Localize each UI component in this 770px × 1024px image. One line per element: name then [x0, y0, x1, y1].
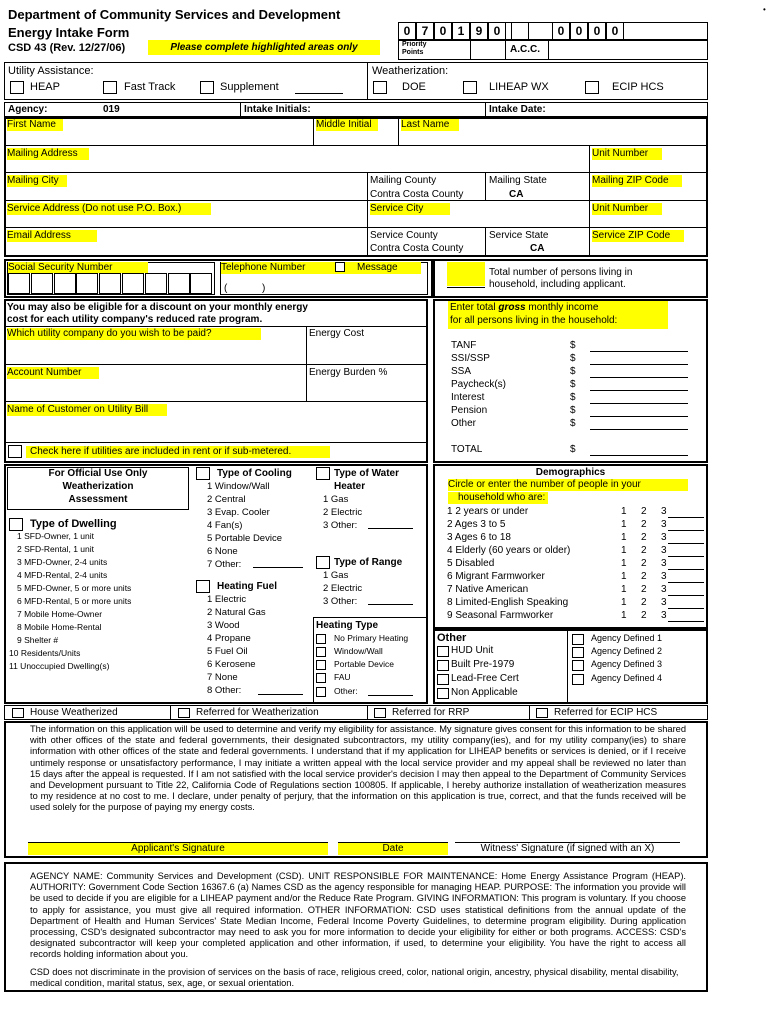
- income-currency: $: [570, 392, 576, 403]
- witness-signature-label: Witness' Signature (if signed with an X): [480, 843, 655, 854]
- applicant-signature-line[interactable]: [28, 842, 328, 843]
- income-item-label: SSA: [451, 366, 472, 377]
- demographic-item: 3 Ages 6 to 18: [447, 532, 511, 543]
- demographic-choice[interactable]: 2: [641, 584, 647, 595]
- ssn-digit-box[interactable]: [145, 273, 167, 294]
- heating-type-option: Other:: [334, 686, 358, 696]
- demographic-item: 7 Native American: [447, 584, 529, 595]
- agency-defined-option: Agency Defined 4: [591, 673, 663, 683]
- range-option: 1 Gas: [323, 570, 349, 581]
- demographic-choice[interactable]: 3: [661, 558, 667, 569]
- demographic-count-field[interactable]: [668, 569, 704, 570]
- demographic-count-field[interactable]: [668, 595, 704, 596]
- demographic-item: 8 Limited-English Speaking: [447, 597, 569, 608]
- middle-initial-field[interactable]: Middle Initial: [316, 119, 378, 131]
- discount-text-2: cost for each utility company's reduced rate program.: [7, 314, 263, 325]
- demographic-choice[interactable]: 1: [621, 558, 627, 569]
- priority-acc-box: [398, 40, 708, 60]
- agency-defined-option: Agency Defined 1: [591, 633, 663, 643]
- other-checkbox[interactable]: [437, 688, 449, 699]
- demographic-choice[interactable]: 2: [641, 506, 647, 517]
- demographic-choice[interactable]: 3: [661, 506, 667, 517]
- demographic-choice[interactable]: 1: [621, 519, 627, 530]
- other-option: Built Pre-1979: [451, 659, 515, 670]
- demographic-item: 5 Disabled: [447, 558, 495, 569]
- income-currency: $: [570, 418, 576, 429]
- demographics-instr-1: Circle or enter the number of people in your: [448, 479, 688, 491]
- service-county-label: Service County: [370, 230, 438, 241]
- date-label: Date: [338, 843, 448, 855]
- heating-fuel-option: 1 Electric: [207, 594, 247, 605]
- message-checkbox[interactable]: [335, 262, 345, 272]
- priority-points-label: Priority Points: [402, 41, 427, 56]
- rent-included-label: Check here if utilities are included in rent or if sub-metered.: [26, 446, 330, 458]
- agency-info-text: AGENCY NAME: Community Services and Development (CSD). UNIT RESPONSIBLE FOR MAINTENANCE: Home Energy Assistance Program (HEAP). AUTHORITY: Government Code Section 16367.6 (a) Names CSD as the agency responsible for managing HEAP. PURPOSE: The information you provide will be used to decide if you are eligible for a LIHEAP payment and/or the Reduce Rate Program. GIVING INFORMATION: This program is voluntary. If you choose to apply for assistance, you must give all required information. OTHER INFORMATION: CSD uses statistical definitions from the annual update of the Department of Health and Human Services' State Median Income, Federal Income Poverty Guidelines, to determine program eligibility. During application processing, CSD's designated subcontractor may need to ask you for more information to decide your eligibility for either or both programs. ACCESS: CSD's designated subcontractor will keep your completed application and other information, if used, to determine your eligibility. You have the right to access all records holding information about you.: [30, 871, 686, 960]
- mailing-city-field[interactable]: Mailing City: [7, 175, 67, 187]
- heating-fuel-option: 6 Kerosene: [207, 659, 256, 670]
- nondiscrimination-text: CSD does not discriminate in the provision of services on the basis of race, religious creed, color, national origin, ancestry, physical disability, mental disability, medical condition, marital status, sex, age, or sexual orientation.: [30, 967, 679, 989]
- water-heater-option: 2 Electric: [323, 507, 363, 518]
- demographic-choice[interactable]: 1: [621, 532, 627, 543]
- heating-type-other-field[interactable]: [368, 695, 413, 696]
- cooling-option: 2 Central: [207, 494, 246, 505]
- dwelling-option: 6 MFD-Rental, 5 or more units: [17, 596, 132, 606]
- mailing-state-value: CA: [509, 189, 524, 200]
- heating-fuel-other-field[interactable]: [258, 694, 303, 695]
- demographic-choice[interactable]: 3: [661, 519, 667, 530]
- fast-track-label: Fast Track: [124, 81, 176, 93]
- range-other-field[interactable]: [368, 604, 413, 605]
- range-checkbox[interactable]: [316, 556, 330, 569]
- ssn-digit-box[interactable]: [122, 273, 144, 294]
- id-digit-box: 0: [570, 22, 588, 40]
- heating-type-checkbox[interactable]: [316, 687, 326, 697]
- heating-type-title: Heating Type: [316, 620, 379, 631]
- heating-fuel-option: 4 Propane: [207, 633, 251, 644]
- demographic-count-field[interactable]: [668, 608, 704, 609]
- demographic-choice[interactable]: 2: [641, 610, 647, 621]
- unit-number-field[interactable]: Unit Number: [592, 148, 662, 160]
- agency-defined-checkbox[interactable]: [572, 634, 584, 645]
- income-item-label: SSI/SSP: [451, 353, 490, 364]
- doe-label: DOE: [402, 81, 426, 93]
- telephone-field[interactable]: [222, 294, 422, 295]
- ssn-label: Social Security Number: [8, 262, 148, 273]
- intake-date-label: Intake Date:: [489, 104, 546, 115]
- income-amount-field[interactable]: [590, 351, 688, 352]
- referral-option: Referred for RRP: [392, 707, 470, 718]
- heating-type-checkbox[interactable]: [316, 660, 326, 670]
- dwelling-checkbox[interactable]: [9, 518, 23, 531]
- ssn-digit-box[interactable]: [8, 273, 30, 294]
- cooling-other-field[interactable]: [253, 567, 303, 568]
- official-use-1: For Official Use Only: [48, 468, 148, 479]
- cooling-checkbox[interactable]: [196, 467, 210, 480]
- last-name-field[interactable]: Last Name: [401, 119, 459, 131]
- household-text-2: household, including applicant.: [489, 279, 626, 290]
- dwelling-option: 4 MFD-Rental, 2-4 units: [17, 570, 108, 580]
- range-title: Type of Range: [334, 557, 403, 568]
- ssn-digit-box[interactable]: [168, 273, 190, 294]
- heating-fuel-option: 8 Other:: [207, 685, 242, 696]
- mailing-zip-field[interactable]: Mailing ZIP Code: [592, 175, 682, 187]
- income-amount-field[interactable]: [590, 390, 688, 391]
- income-currency: $: [570, 405, 576, 416]
- heating-fuel-option: 5 Fuel Oil: [207, 646, 248, 657]
- income-amount-field[interactable]: [590, 377, 688, 378]
- cooling-title: Type of Cooling: [217, 468, 292, 479]
- demographic-choice[interactable]: 3: [661, 584, 667, 595]
- referral-divider: [170, 705, 171, 720]
- ssn-digit-box[interactable]: [99, 273, 121, 294]
- income-amount-field[interactable]: [590, 403, 688, 404]
- heating-type-checkbox[interactable]: [316, 634, 326, 644]
- water-heater-title-2: Heater: [334, 481, 366, 492]
- demographic-count-field[interactable]: [668, 556, 704, 557]
- applicant-signature-label: Applicant's Signature: [28, 843, 328, 855]
- id-digit-box: 7: [416, 22, 434, 40]
- income-currency: $: [570, 353, 576, 364]
- utility-company-field[interactable]: Which utility company do you wish to be paid?: [7, 328, 261, 340]
- agency-defined-checkbox[interactable]: [572, 647, 584, 658]
- message-label: Message: [357, 262, 398, 273]
- heap-checkbox[interactable]: [10, 81, 24, 94]
- ecip-hcs-checkbox[interactable]: [585, 81, 599, 94]
- demographic-count-field[interactable]: [668, 621, 704, 622]
- income-item-label: Pension: [451, 405, 488, 416]
- rent-included-checkbox[interactable]: [8, 445, 22, 458]
- income-header-1c: monthly income: [525, 302, 599, 313]
- dwelling-option: 8 Mobile Home-Rental: [17, 622, 102, 632]
- income-total-label: TOTAL: [451, 444, 483, 455]
- other-checkbox[interactable]: [437, 660, 449, 671]
- first-name-field[interactable]: First Name: [7, 119, 63, 131]
- highlight-notice: Please complete highlighted areas only: [148, 40, 380, 55]
- water-heater-option: 3 Other:: [323, 520, 358, 531]
- account-number-field[interactable]: Account Number: [7, 367, 99, 379]
- liheap-wx-label: LIHEAP WX: [489, 81, 549, 93]
- agency-value: 019: [103, 104, 120, 115]
- demographic-choice[interactable]: 1: [621, 584, 627, 595]
- referral-checkbox[interactable]: [536, 708, 548, 718]
- heating-fuel-option: 2 Natural Gas: [207, 607, 266, 618]
- demographic-choice[interactable]: 2: [641, 545, 647, 556]
- demographic-item: 6 Migrant Farmworker: [447, 571, 545, 582]
- income-header-2: for all persons living in the household:: [450, 315, 618, 326]
- mailing-state-label: Mailing State: [489, 175, 547, 186]
- heating-type-checkbox[interactable]: [316, 647, 326, 657]
- demographic-item: 2 Ages 3 to 5: [447, 519, 506, 530]
- demographic-choice[interactable]: 3: [661, 545, 667, 556]
- household-text-1: Total number of persons living in: [489, 267, 633, 278]
- referral-option: Referred for ECIP HCS: [554, 707, 658, 718]
- ssn-digit-box[interactable]: [76, 273, 98, 294]
- water-heater-title-1: Type of Water: [334, 468, 400, 479]
- id-digit-box: 0: [434, 22, 452, 40]
- income-currency: $: [570, 379, 576, 390]
- service-county-value: Contra Costa County: [370, 243, 464, 254]
- demographic-choice[interactable]: 2: [641, 532, 647, 543]
- income-item-label: Interest: [451, 392, 485, 403]
- other-option: Non Applicable: [451, 687, 518, 698]
- demographic-choice[interactable]: 3: [661, 597, 667, 608]
- ssn-digit-box[interactable]: [190, 273, 212, 294]
- department-title: Department of Community Services and Development: [8, 7, 341, 22]
- other-option: HUD Unit: [451, 645, 494, 656]
- date-line[interactable]: [338, 842, 448, 843]
- demographics-title: Demographics: [535, 467, 606, 478]
- dwelling-option: 10 Residents/Units: [9, 648, 81, 658]
- ssn-digit-box[interactable]: [31, 273, 53, 294]
- dwelling-option: 9 Shelter #: [17, 635, 59, 645]
- intake-initials-label: Intake Initials:: [244, 104, 311, 115]
- mailing-address-field[interactable]: Mailing Address: [7, 148, 89, 160]
- customer-name-field[interactable]: Name of Customer on Utility Bill: [7, 404, 167, 416]
- water-heater-checkbox[interactable]: [316, 467, 330, 480]
- demographic-choice[interactable]: 3: [661, 532, 667, 543]
- weatherization-label: Weatherization:: [372, 65, 449, 77]
- income-total-field[interactable]: [590, 455, 688, 456]
- heating-fuel-title: Heating Fuel: [217, 581, 278, 592]
- referral-checkbox[interactable]: [12, 708, 24, 718]
- witness-signature-line[interactable]: [455, 842, 680, 843]
- income-item-label: TANF: [451, 340, 477, 351]
- heating-type-option: FAU: [334, 672, 351, 682]
- demographic-count-field[interactable]: [668, 530, 704, 531]
- id-digit-box: 0: [588, 22, 606, 40]
- income-item-label: Paycheck(s): [451, 379, 507, 390]
- demographics-instr-2: household who are:: [448, 492, 548, 504]
- agency-defined-option: Agency Defined 2: [591, 646, 663, 656]
- service-address-field[interactable]: Service Address (Do not use P.O. Box.): [7, 203, 211, 215]
- income-header-1a: Enter total: [450, 302, 499, 313]
- demographic-choice[interactable]: 1: [621, 610, 627, 621]
- agency-defined-option: Agency Defined 3: [591, 659, 663, 669]
- heating-fuel-checkbox[interactable]: [196, 580, 210, 593]
- official-use-3: Assessment: [68, 494, 128, 505]
- service-city-field[interactable]: Service City: [370, 203, 450, 215]
- id-digit-box: 0: [398, 22, 416, 40]
- referral-checkbox[interactable]: [178, 708, 190, 718]
- income-currency: $: [570, 444, 576, 455]
- demographic-count-field[interactable]: [668, 582, 704, 583]
- demographic-choice[interactable]: 1: [621, 545, 627, 556]
- phone-paren-close: ): [262, 283, 266, 294]
- demographic-count-field[interactable]: [668, 543, 704, 544]
- id-digit-box: 1: [452, 22, 470, 40]
- service-zip-field[interactable]: Service ZIP Code: [592, 230, 684, 242]
- heating-type-option: No Primary Heating: [334, 633, 409, 643]
- demographic-item: 1 2 years or under: [447, 506, 529, 517]
- ecip-hcs-label: ECIP HCS: [612, 81, 664, 93]
- form-code: CSD 43 (Rev. 12/27/06): [8, 42, 126, 54]
- telephone-label: Telephone Number: [221, 262, 306, 273]
- demographic-count-field[interactable]: [668, 517, 704, 518]
- discount-text-1: You may also be eligible for a discount on your monthly energy: [7, 302, 308, 313]
- id-digit-box: 0: [488, 22, 506, 40]
- water-heater-option: 1 Gas: [323, 494, 349, 505]
- dwelling-title: Type of Dwelling: [30, 518, 117, 530]
- heating-type-checkbox[interactable]: [316, 673, 326, 683]
- income-currency: $: [570, 340, 576, 351]
- dwelling-option: 3 MFD-Owner, 2-4 units: [17, 557, 108, 567]
- heating-type-option: Window/Wall: [334, 646, 383, 656]
- demographic-choice[interactable]: 3: [661, 610, 667, 621]
- heap-label: HEAP: [30, 81, 60, 93]
- supplement-checkbox[interactable]: [200, 81, 214, 94]
- acc-label: A.C.C.: [510, 44, 540, 55]
- official-use-2: Weatherization: [62, 481, 134, 492]
- household-count-field[interactable]: [447, 262, 485, 286]
- referral-option: Referred for Weatherization: [196, 707, 319, 718]
- income-amount-field[interactable]: [590, 416, 688, 417]
- id-digit-frame: [398, 22, 708, 40]
- heating-type-option: Portable Device: [334, 659, 395, 669]
- service-state-value: CA: [530, 243, 545, 254]
- dwelling-option: 11 Unoccupied Dwelling(s): [9, 661, 110, 671]
- cooling-option: 1 Window/Wall: [207, 481, 270, 492]
- heating-fuel-option: 3 Wood: [207, 620, 240, 631]
- cooling-option: 6 None: [207, 546, 238, 557]
- income-item-label: Other: [451, 418, 477, 429]
- heating-fuel-option: 7 None: [207, 672, 238, 683]
- income-amount-field[interactable]: [590, 364, 688, 365]
- phone-paren-open: (: [224, 283, 228, 294]
- agency-defined-checkbox[interactable]: [572, 674, 584, 685]
- agency-defined-checkbox[interactable]: [572, 660, 584, 671]
- dwelling-option: 1 SFD-Owner, 1 unit: [17, 531, 95, 541]
- income-amount-field[interactable]: [590, 429, 688, 430]
- dwelling-option: 7 Mobile Home-Owner: [17, 609, 103, 619]
- unit-number-2-field[interactable]: Unit Number: [592, 203, 662, 215]
- dwelling-option: 2 SFD-Rental, 1 unit: [17, 544, 95, 554]
- range-option: 3 Other:: [323, 596, 358, 607]
- demographic-item: 4 Elderly (60 years or older): [447, 545, 571, 556]
- ssn-digit-box[interactable]: [54, 273, 76, 294]
- energy-burden-field[interactable]: Energy Burden %: [309, 367, 388, 378]
- service-state-label: Service State: [489, 230, 549, 241]
- demographic-choice[interactable]: 2: [641, 571, 647, 582]
- energy-cost-field[interactable]: Energy Cost: [309, 328, 365, 339]
- cooling-option: 5 Portable Device: [207, 533, 282, 544]
- demographic-choice[interactable]: 1: [621, 571, 627, 582]
- cooling-option: 4 Fan(s): [207, 520, 243, 531]
- referral-divider: [367, 705, 368, 720]
- liheap-wx-checkbox[interactable]: [463, 81, 477, 94]
- agency-label: Agency:: [8, 104, 48, 115]
- mailing-county-value: Contra Costa County: [370, 189, 464, 200]
- demographic-choice[interactable]: 2: [641, 597, 647, 608]
- form-title: Energy Intake Form: [8, 25, 130, 40]
- fast-track-checkbox[interactable]: [103, 81, 117, 94]
- id-digit-box: 9: [470, 22, 488, 40]
- id-digit-box: 0: [606, 22, 624, 40]
- referral-divider: [529, 705, 530, 720]
- id-digit-box: 0: [552, 22, 570, 40]
- demographic-item: 9 Seasonal Farmworker: [447, 610, 554, 621]
- demographic-choice[interactable]: 1: [621, 597, 627, 608]
- consent-text: The information on this application will be used to determine and verify my eligibility for assistance. My signature gives consent for this information to be shared with other offices of the state and federal governments, their designated subcontractors, my utility company(ies), and for my utility company(ies) to share information with other offices of the state and federal governments. I understand that if my application for LIHEAP benefits or services is denied, or if I receive untimely response or unsatisfactory performance, I may initiate a written appeal with the local service provider and my appeal shall be reviewed no later than 15 days after the appeal is requested. If I am not satisfied with the local service provider's decision I may then appeal to the Department of Community Services and Development pursuant to Title 22, California Code of Regulations section 100805. If applicable, I hereby authorize installation of weatherization measures to my residence at no cost to me. I declare, under penalty of perjury, that the information on this application is true, correct, and that the funds received will be used solely for the purpose of paying my energy costs.: [30, 724, 686, 813]
- mailing-county-label: Mailing County: [370, 175, 437, 186]
- demographic-choice[interactable]: 1: [621, 506, 627, 517]
- range-option: 2 Electric: [323, 583, 363, 594]
- supplement-label: Supplement: [220, 81, 279, 93]
- cooling-option: 7 Other:: [207, 559, 242, 570]
- income-currency: $: [570, 366, 576, 377]
- income-header-gross: gross: [498, 302, 526, 313]
- referral-checkbox[interactable]: [374, 708, 386, 718]
- other-option: Lead-Free Cert: [451, 673, 519, 684]
- cooling-option: 3 Evap. Cooler: [207, 507, 270, 518]
- email-address-field[interactable]: Email Address: [7, 230, 97, 242]
- referral-option: House Weatherized: [30, 707, 118, 718]
- demographic-choice[interactable]: 3: [661, 571, 667, 582]
- water-heater-other-field[interactable]: [368, 528, 413, 529]
- other-checkbox[interactable]: [437, 646, 449, 657]
- doe-checkbox[interactable]: [373, 81, 387, 94]
- utility-assistance-label: Utility Assistance:: [8, 65, 94, 77]
- demographic-choice[interactable]: 2: [641, 558, 647, 569]
- other-checkbox[interactable]: [437, 674, 449, 685]
- other-title: Other: [437, 632, 467, 644]
- demographic-choice[interactable]: 2: [641, 519, 647, 530]
- dwelling-option: 5 MFD-Owner, 5 or more units: [17, 583, 132, 593]
